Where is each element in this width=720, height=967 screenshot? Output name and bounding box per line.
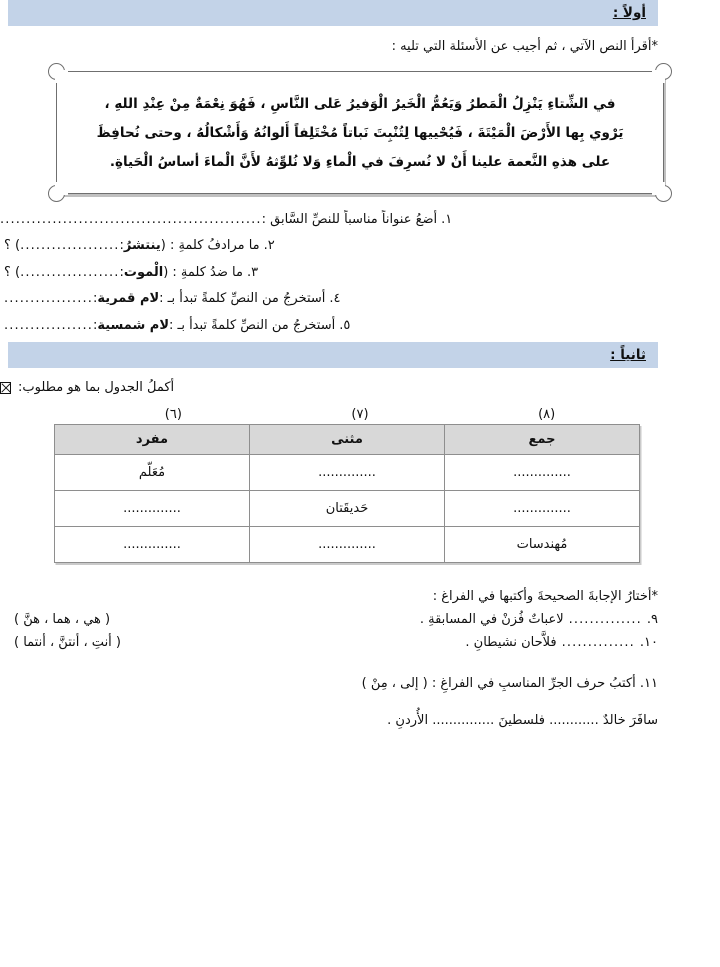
question-11 <box>0 676 658 691</box>
table-row <box>55 527 640 563</box>
question-11-text: أكتبُ حرف الجرِّ المناسبِ في الفراغِ : <box>431 676 636 692</box>
question-9-answer-blank[interactable]: .............. <box>568 612 642 628</box>
corner-cover-bottom-right <box>652 182 665 195</box>
section-one-instruction: *أقرأ النص الآتي ، ثم أجيب عن الأسئلة التي تليه : <box>391 39 658 54</box>
cell-r1-singular: مُعَلّم <box>55 455 250 491</box>
question-3-tail: ) ؟ <box>4 264 21 280</box>
section-two-label: ثانياً : <box>610 347 646 364</box>
section-two-banner <box>8 342 658 368</box>
passage-box <box>56 71 664 194</box>
cell-r2-dual: حَديقَتان <box>250 491 445 527</box>
question-10-number: ١٠. <box>639 635 658 651</box>
question-10-answer-blank[interactable]: .............. <box>561 635 635 651</box>
corner-cover-bottom-left <box>55 182 68 195</box>
table-header-plural: جمع <box>445 425 640 455</box>
question-4 <box>0 289 720 309</box>
question-1-number: ١. <box>441 211 453 227</box>
question-11-sentence <box>0 713 658 728</box>
question-2-answer-blank[interactable]: ................... <box>20 238 120 254</box>
q11-sentence-part2: فلسطينَ <box>498 713 545 729</box>
question-9-number: ٩. <box>646 612 658 628</box>
question-4-term: لام قمرية <box>97 291 160 307</box>
q11-blank-2[interactable]: ............... <box>432 713 495 729</box>
q11-sentence-part3: الأُردنِ . <box>387 713 429 729</box>
question-5-colon: : <box>92 317 98 333</box>
column-number-8: (٨) <box>538 407 556 423</box>
cell-r2-plural[interactable]: .............. <box>445 491 640 527</box>
table-header-dual: مثنى <box>250 425 445 455</box>
question-5-term: لام شمسية <box>97 317 169 333</box>
question-2-text: ما مرادفُ كلمةِ : ( <box>160 238 260 254</box>
question-4-colon: : <box>92 291 98 307</box>
question-5-number: ٥. <box>339 317 351 333</box>
cell-r3-dual[interactable]: .............. <box>250 527 445 563</box>
column-number-6: (٦) <box>164 407 182 423</box>
question-2-number: ٢. <box>263 238 275 254</box>
question-1-text: أضعُ عنواناً مناسباً للنصِّ السَّابق : <box>261 211 438 227</box>
q11-blank-1[interactable]: ............ <box>549 713 599 729</box>
noun-number-table <box>54 424 640 563</box>
table-header-row <box>55 425 640 455</box>
question-9 <box>0 612 658 627</box>
table-instruction-text: أكملُ الجدول بما هو مطلوب: <box>18 380 175 396</box>
question-3-answer-blank[interactable]: ................... <box>20 264 120 280</box>
cell-r3-singular[interactable]: .............. <box>55 527 250 563</box>
cell-r2-singular[interactable]: .............. <box>55 491 250 527</box>
table-header-singular: مفرد <box>55 425 250 455</box>
question-3 <box>0 263 720 283</box>
question-10 <box>0 635 658 650</box>
question-10-options[interactable]: ( أنتِ ، أنتنَّ ، أنتما ) <box>14 635 122 651</box>
cell-r3-plural: مُهندسات <box>445 527 640 563</box>
question-5 <box>0 316 720 336</box>
question-2-colon: : <box>119 238 124 254</box>
section-one-banner <box>8 0 658 26</box>
passage-text: في الشِّتاءِ يَنْزِلُ الْمَطرُ وَيَعُمُّ الْخَيرُ الْوَفيرُ عَلى النَّاسِ ، فَهُوَ نِعْمَةٌ مِنْ عِنْدِ اللهِ ، يَرْوي بِها الأَرْضَ الْمَيْتَةَ ، فَيُحْييها لِتُنْبِتَ نَباتاً مُخْتَلِفاً أَلوانُهُ وَأَشْكالُهُ ، وحتى نُحافِظَ على هذهِ النَّعمة علينا أَنْ لا نُسرِفَ في الْماءِ وَلا نُلوِّثهُ لأَنَّ الْماءَ أساسُ الْحَياةِ. <box>96 95 624 170</box>
cell-r1-plural[interactable]: .............. <box>445 455 640 491</box>
cell-r1-dual[interactable]: .............. <box>250 455 445 491</box>
column-number-7: (٧) <box>351 407 369 423</box>
question-2-term: ينتشرُ <box>123 238 161 254</box>
table-row <box>55 491 640 527</box>
reading-questions-list <box>0 210 720 336</box>
boxed-x-icon <box>0 382 11 394</box>
section-one-label: أولاً : <box>612 5 646 21</box>
table-column-numbers <box>80 407 640 422</box>
question-5-answer-blank[interactable]: ................. <box>4 317 93 333</box>
question-4-text: أستخرجُ من النصِّ كلمةً تبدأ بـ : <box>159 291 326 307</box>
question-2 <box>0 236 720 256</box>
corner-cover-top-right <box>652 70 665 83</box>
table-row <box>55 455 640 491</box>
question-2-tail: ) ؟ <box>4 238 21 254</box>
question-1 <box>0 210 720 230</box>
passage-box-wrapper <box>56 71 664 194</box>
question-10-text: فلاَّحان نشيطانِ . <box>465 635 557 651</box>
question-3-text: ما ضدُ كلمةِ : ( <box>163 264 243 280</box>
question-3-term: الْموت <box>123 264 164 280</box>
corner-cover-top-left <box>55 70 68 83</box>
table-instruction-row <box>0 380 642 395</box>
question-4-answer-blank[interactable]: ................. <box>4 291 93 307</box>
question-11-number: ١١. <box>639 676 658 692</box>
q11-sentence-part1: سافَرَ خالدٌ <box>602 713 658 729</box>
question-9-options[interactable]: ( هي ، هما ، هنَّ ) <box>14 612 111 628</box>
question-1-answer-blank[interactable]: .................................................. <box>0 211 262 227</box>
question-9-text: لاعباتٌ فُزنْ في المسابقةِ . <box>419 612 564 628</box>
choose-instruction: *أختارُ الإجابةَ الصحيحةَ وأكتبها في الفراغ : <box>432 589 658 605</box>
question-4-number: ٤. <box>329 291 341 307</box>
question-3-number: ٣. <box>246 264 259 280</box>
question-11-options[interactable]: ( إلى ، مِنْ ) <box>361 676 428 692</box>
question-3-colon: : <box>119 264 124 280</box>
question-5-text: أستخرجُ من النصِّ كلمةً تبدأ بـ : <box>169 317 336 333</box>
